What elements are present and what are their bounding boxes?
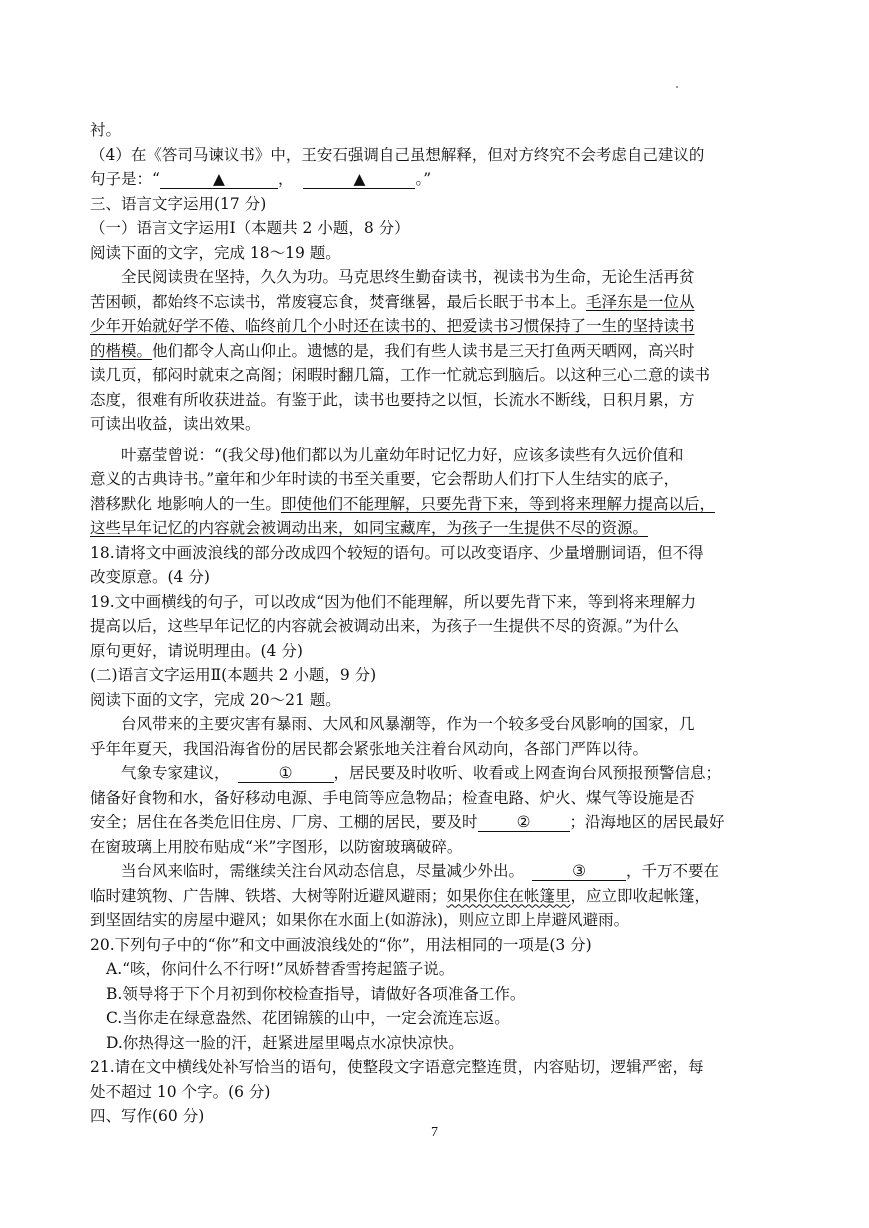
option-b: B.领导将于下个月初到你校检查指导，请做好各项准备工作。 — [106, 984, 526, 1003]
text-line — [90, 314, 780, 339]
text-line: 到坚固结实的房屋中避风；如果你在水面上(如游泳)，则应立即上岸避风避雨。 — [90, 911, 630, 929]
section-heading: 四、写作(60 分) — [90, 1107, 205, 1125]
subsection-heading: (二)语言文字运用Ⅱ(本题共 2 小题，9 分) — [90, 666, 377, 684]
text-line: 乎年年夏天，我国沿海省份的居民都会紧张地关注着台风动向，各部门严阵以待。 — [90, 739, 649, 758]
blank-1: ① — [238, 764, 334, 783]
text-line: 叶嘉莹曾说：“(我父母)他们都以为儿童幼年时记忆力好，应该多读些有久远价值和 — [121, 445, 684, 464]
question-19: 提高以后，这些早年记忆的内容就会被调动出来，为孩子一生提供不尽的资源。”为什么 — [90, 617, 680, 635]
text-line: 读几页，郁闷时就束之高阁；闲暇时翻几篇，工作一忙就忘到脑后。以这种三心二意的读书 — [90, 366, 711, 384]
option-d: D.你热得这一脸的汗，赶紧进屋里喝点水凉快凉快。 — [106, 1033, 464, 1052]
underlined-sentence: 少年开始就好学不倦、临终前几个小时还在读书的、把爱读书习惯保持了一生的坚持读书 — [90, 317, 695, 335]
wavy-underlined-phrase: 如果你住在帐篷里 — [446, 886, 571, 905]
text-line: 临时建筑物、广告牌、铁塔、大树等附近避风避雨；如果你住在帐篷里，应立即收起帐篷， — [90, 886, 711, 905]
instruction: 阅读下面的文字，完成 20～21 题。 — [90, 690, 341, 709]
question-21: 处不超过 10 个字。(6 分) — [90, 1082, 271, 1101]
answer-blank: ▲ — [160, 170, 278, 189]
section-heading: 三、语言文字运用(17 分) — [90, 194, 267, 213]
text-line: 的楷模。他们都令人高山仰止。遗憾的是，我们有些人读书是三天打鱼两天晒网，高兴时 — [90, 341, 695, 360]
text-line: 可读出收益，读出效果。 — [90, 415, 261, 433]
text-line: 潜移默化 地影响人的一生。即使他们不能理解，只要先背下来，等到将来理解力提高以后， — [90, 494, 715, 513]
blank-3: ③ — [532, 862, 626, 881]
text-line: 衬。 — [90, 121, 122, 139]
question-18: 改变原意。(4 分) — [90, 568, 210, 586]
question-19: 原句更好，请说明理由。(4 分) — [90, 641, 303, 660]
text-line: 当台风来临时，需继续关注台风动态信息，尽量减少外出。 ③ ，千万不要在 — [121, 862, 720, 880]
option-c: C.当你走在绿意盎然、花团锦簇的山中，一定会流连忘返。 — [106, 1009, 510, 1027]
underlined-sentence: 这些早年记忆的内容就会被调动出来，如同宝藏库，为孩子一生提供不尽的资源。 — [90, 519, 649, 537]
underlined-sentence: 毛泽东是一位从 — [586, 292, 695, 311]
underlined-sentence: 的楷模。 — [90, 341, 153, 360]
blank-2: ② — [478, 813, 570, 832]
document-body — [90, 118, 780, 1129]
text-line: （4）在《答司马谏议书》中，王安石强调自己虽想解释，但对方终究不会考虑自己建议的 — [90, 145, 705, 164]
text-line: 苦困顿，都始终不忘读书，常废寝忘食，焚膏继晷，最后长眠于书本上。毛泽东是一位从 — [90, 292, 695, 311]
scan-dot — [676, 86, 678, 88]
page-number: 7 — [431, 1125, 438, 1140]
text-line: 句子是：“ ▲ ， ▲ 。” — [90, 170, 432, 188]
question-19: 19.文中画横线的句子，可以改成“因为他们不能理解，所以要先背下来，等到将来理解力 — [90, 592, 697, 611]
text-line: 储备好食物和水，备好移动电源、手电筒等应急物品；检查电路、炉火、煤气等设施是否 — [90, 788, 695, 807]
answer-blank: ▲ — [303, 170, 415, 189]
text-line: 气象专家建议， ① ，居民要及时收听、收看或上网查询台风预报预警信息； — [121, 764, 722, 782]
text-line: 态度，很难有所收获进益。有鉴于此，读书也要持之以恒，长流水不断线，日积月累，方 — [90, 390, 695, 409]
option-a: A.“咳，你问什么不行呀!”凤娇替香雪挎起篮子说。 — [106, 960, 455, 978]
text-line: 台风带来的主要灾害有暴雨、大风和风暴潮等，作为一个较多受台风影响的国家，几 — [121, 715, 695, 733]
text-line: 在窗玻璃上用胶布贴成“米”字图形，以防窗玻璃破碎。 — [90, 837, 463, 856]
text-line — [90, 516, 780, 541]
subsection-heading: （一）语言文字运用Ⅰ（本题共 2 小题，8 分） — [90, 219, 410, 237]
instruction: 阅读下面的文字，完成 18～19 题。 — [90, 243, 341, 262]
question-21: 21.请在文中横线处补写恰当的语句，使整段文字语意完整连贯，内容贴切，逻辑严密，每 — [90, 1058, 704, 1076]
text-line: 意义的古典诗书。”童年和少年时读的书至关重要，它会帮助人们打下人生结实的底子， — [90, 470, 680, 488]
question-20: 20.下列句子中的“你”和文中画波浪线处的“你”，用法相同的一项是(3 分) — [90, 935, 592, 954]
underlined-sentence: 即使他们不能理解，只要先背下来，等到将来理解力提高以后， — [280, 494, 715, 513]
text-line: 安全；居住在各类危旧住房、厂房、工棚的居民，要及时 ② ；沿海地区的居民最好 — [90, 813, 725, 831]
question-18: 18.请将文中画波浪线的部分改成四个较短的语句。可以改变语序、少量增删词语，但不得 — [90, 543, 704, 562]
text-line: 全民阅读贵在坚持，久久为功。马克思终生勤奋读书，视读书为生命，无论生活再贫 — [121, 268, 695, 286]
